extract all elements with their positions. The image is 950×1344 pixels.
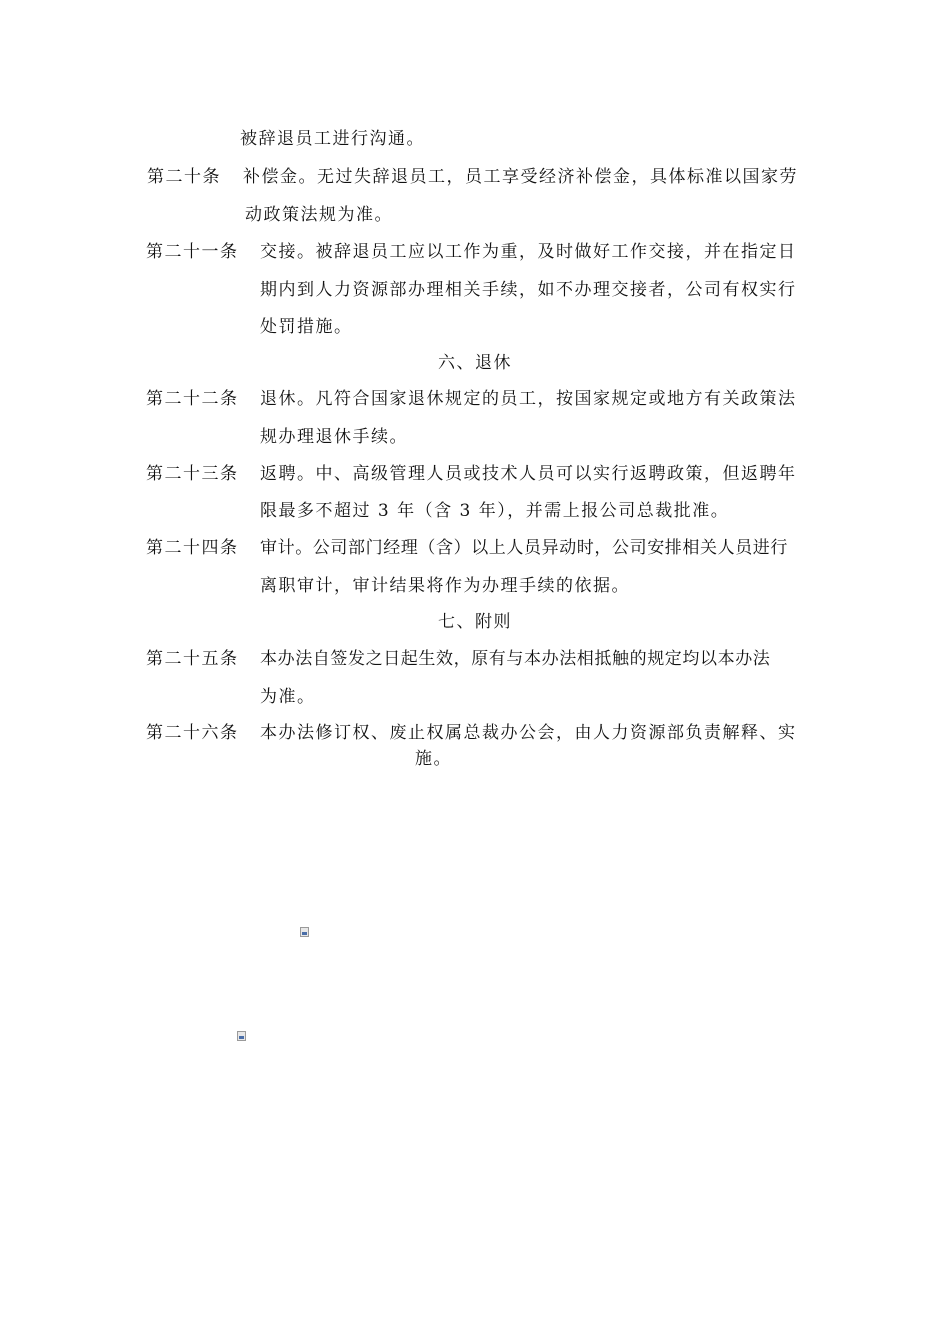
article-text-line: 处罚措施。 <box>260 317 353 337</box>
article-text-line: 返聘。中、高级管理人员或技术人员可以实行返聘政策，但返聘年 <box>260 464 797 484</box>
article-text-line: 退休。凡符合国家退休规定的员工，按国家规定或地方有关政策法 <box>260 389 797 409</box>
article-text-line: 动政策法规为准。 <box>245 205 393 225</box>
article-label: 第二十二条 <box>146 389 239 409</box>
article-label: 第二十六条 <box>146 723 239 743</box>
article-text-line: 审计。公司部门经理（含）以上人员异动时，公司安排相关人员进行 <box>260 538 788 558</box>
article-text-line: 交接。被辞退员工应以工作为重，及时做好工作交接，并在指定日 <box>260 242 797 262</box>
article-label: 第二十条 <box>147 167 221 187</box>
article-label: 第二十四条 <box>146 538 239 558</box>
article-text-line: 限最多不超过 3 年（含 3 年），并需上报公司总裁批准。 <box>260 501 730 521</box>
article-text-line: 离职审计，审计结果将作为办理手续的依据。 <box>260 576 630 596</box>
article-text-line: 补偿金。无过失辞退员工，员工享受经济补偿金，具体标准以国家劳 <box>243 167 798 187</box>
section-heading: 七、附则 <box>438 612 512 632</box>
article-text-line: 期内到人力资源部办理相关手续，如不办理交接者，公司有权实行 <box>260 280 797 300</box>
article-text-line: 为准。 <box>260 687 316 707</box>
broken-image-icon <box>300 927 309 937</box>
article-label: 第二十三条 <box>146 464 239 484</box>
continuation-line: 被辞退员工进行沟通。 <box>240 129 425 149</box>
article-label: 第二十一条 <box>146 242 239 262</box>
article-text-line: 本办法修订权、废止权属总裁办公会，由人力资源部负责解释、实 <box>260 723 797 743</box>
section-heading: 六、退休 <box>438 353 512 373</box>
article-text-line: 规办理退休手续。 <box>260 427 408 447</box>
article-text-line: 施。 <box>415 749 452 769</box>
article-label: 第二十五条 <box>146 649 239 669</box>
broken-image-icon <box>237 1031 246 1041</box>
article-text-line: 本办法自签发之日起生效，原有与本办法相抵触的规定均以本办法 <box>260 649 771 669</box>
